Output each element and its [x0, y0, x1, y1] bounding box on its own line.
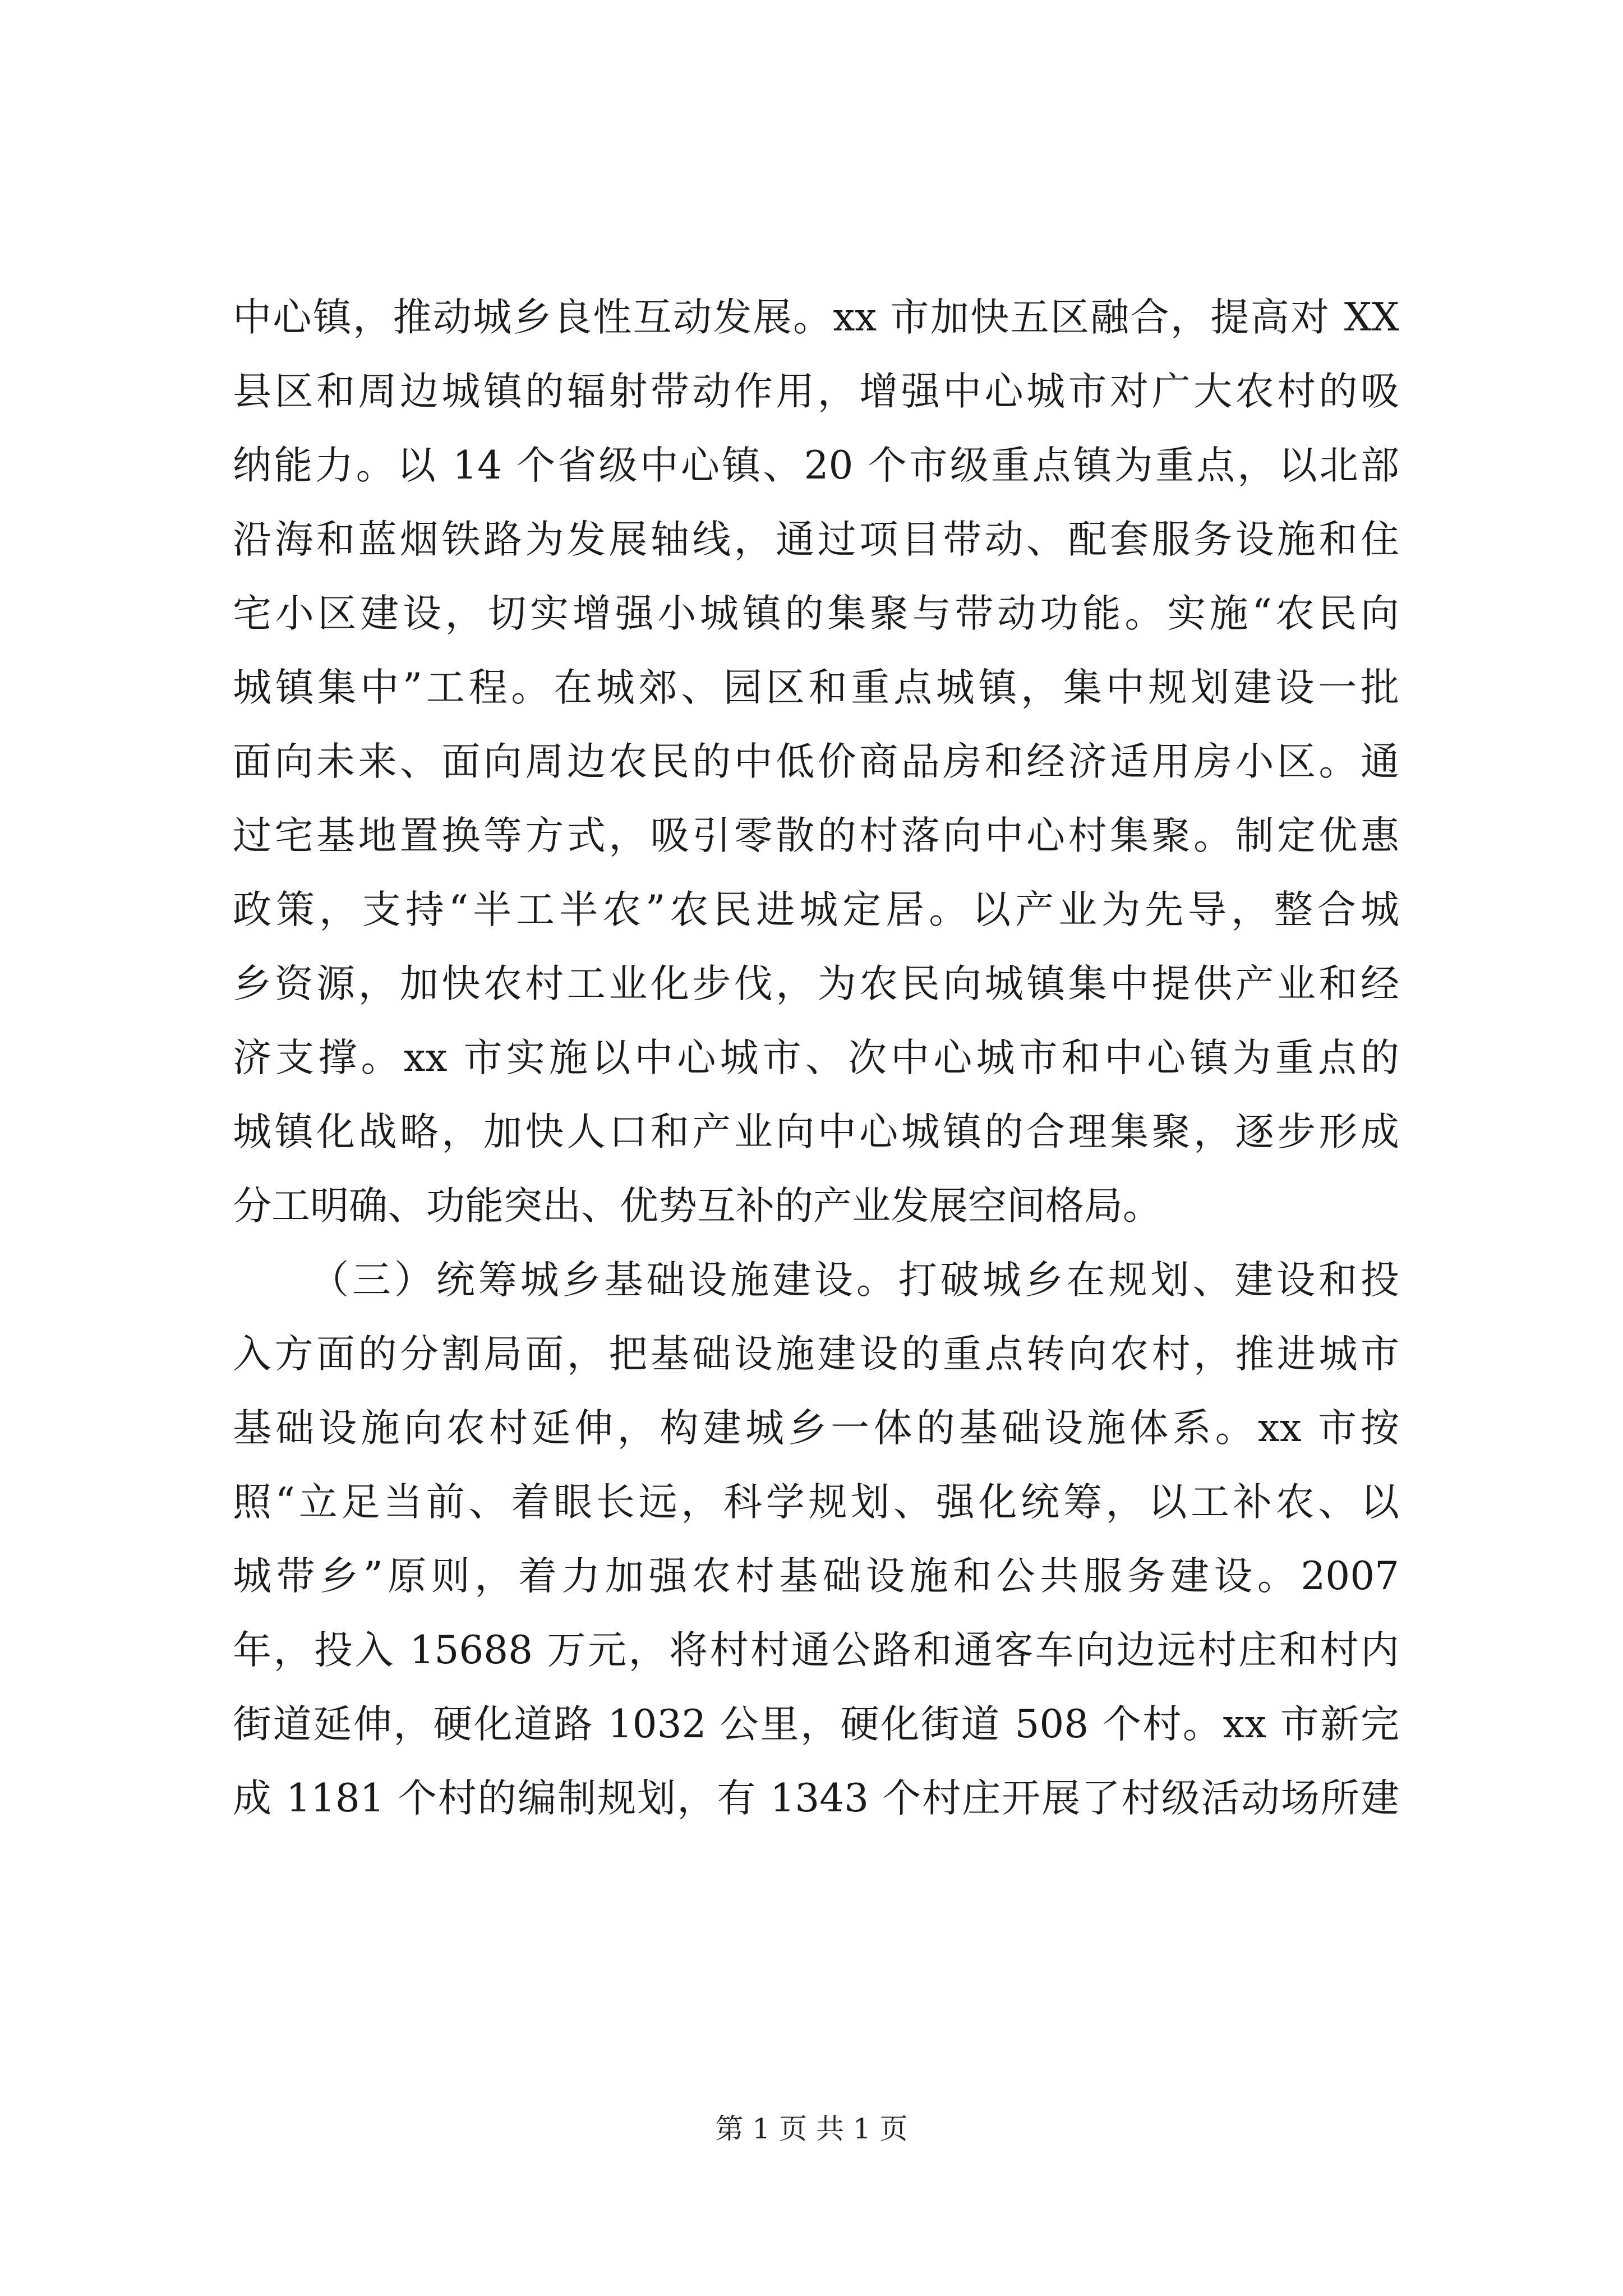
text-line: 沿海和蓝烟铁路为发展轴线，通过项目带动、配套服务设施和住 [233, 517, 1399, 562]
paragraph-heading-line: （三）统筹城乡基础设施建设。打破城乡在规划、建设和投 [310, 1258, 1399, 1303]
text-line: 分工明确、功能突出、优势互补的产业发展空间格局。 [233, 1184, 1161, 1228]
page-number-footer: 第 1 页 共 1 页 [715, 2113, 908, 2145]
text-line: 中心镇，推动城乡良性互动发展。xx 市加快五区融合，提高对 XX [233, 295, 1399, 340]
text-line: 城镇化战略，加快人口和产业向中心城镇的合理集聚，逐步形成 [233, 1110, 1399, 1154]
text-line: 乡资源，加快农村工业化步伐，为农民向城镇集中提供产业和经 [233, 961, 1399, 1006]
text-line: 基础设施向农村延伸，构建城乡一体的基础设施体系。xx 市按 [233, 1406, 1399, 1451]
text-line: 面向未来、面向周边农民的中低价商品房和经济适用房小区。通 [233, 739, 1399, 784]
text-line: 成 1181 个村的编制规划，有 1343 个村庄开展了村级活动场所建 [233, 1776, 1399, 1821]
text-line: 照“立足当前、着眼长远，科学规划、强化统筹，以工补农、以 [233, 1480, 1399, 1525]
text-line: 城带乡”原则，着力加强农村基础设施和公共服务建设。2007 [233, 1554, 1399, 1599]
text-line: 宅小区建设，切实增强小城镇的集聚与带动功能。实施“农民向 [233, 591, 1399, 636]
text-line: 纳能力。以 14 个省级中心镇、20 个市级重点镇为重点，以北部 [233, 443, 1399, 488]
text-line: 县区和周边城镇的辐射带动作用，增强中心城市对广大农村的吸 [233, 369, 1399, 414]
body-text [233, 280, 1399, 1835]
text-line: 年，投入 15688 万元，将村村通公路和通客车向边远村庄和村内 [233, 1628, 1399, 1673]
text-line: 街道延伸，硬化道路 1032 公里，硬化街道 508 个村。xx 市新完 [233, 1702, 1399, 1747]
text-line: 入方面的分割局面，把基础设施建设的重点转向农村，推进城市 [233, 1332, 1399, 1377]
text-line: 济支撑。xx 市实施以中心城市、次中心城市和中心镇为重点的 [233, 1036, 1399, 1080]
text-line: 政策，支持“半工半农”农民进城定居。以产业为先导，整合城 [233, 887, 1399, 932]
text-line: 城镇集中”工程。在城郊、园区和重点城镇，集中规划建设一批 [233, 665, 1399, 710]
text-line: 过宅基地置换等方式，吸引零散的村落向中心村集聚。制定优惠 [233, 813, 1399, 858]
